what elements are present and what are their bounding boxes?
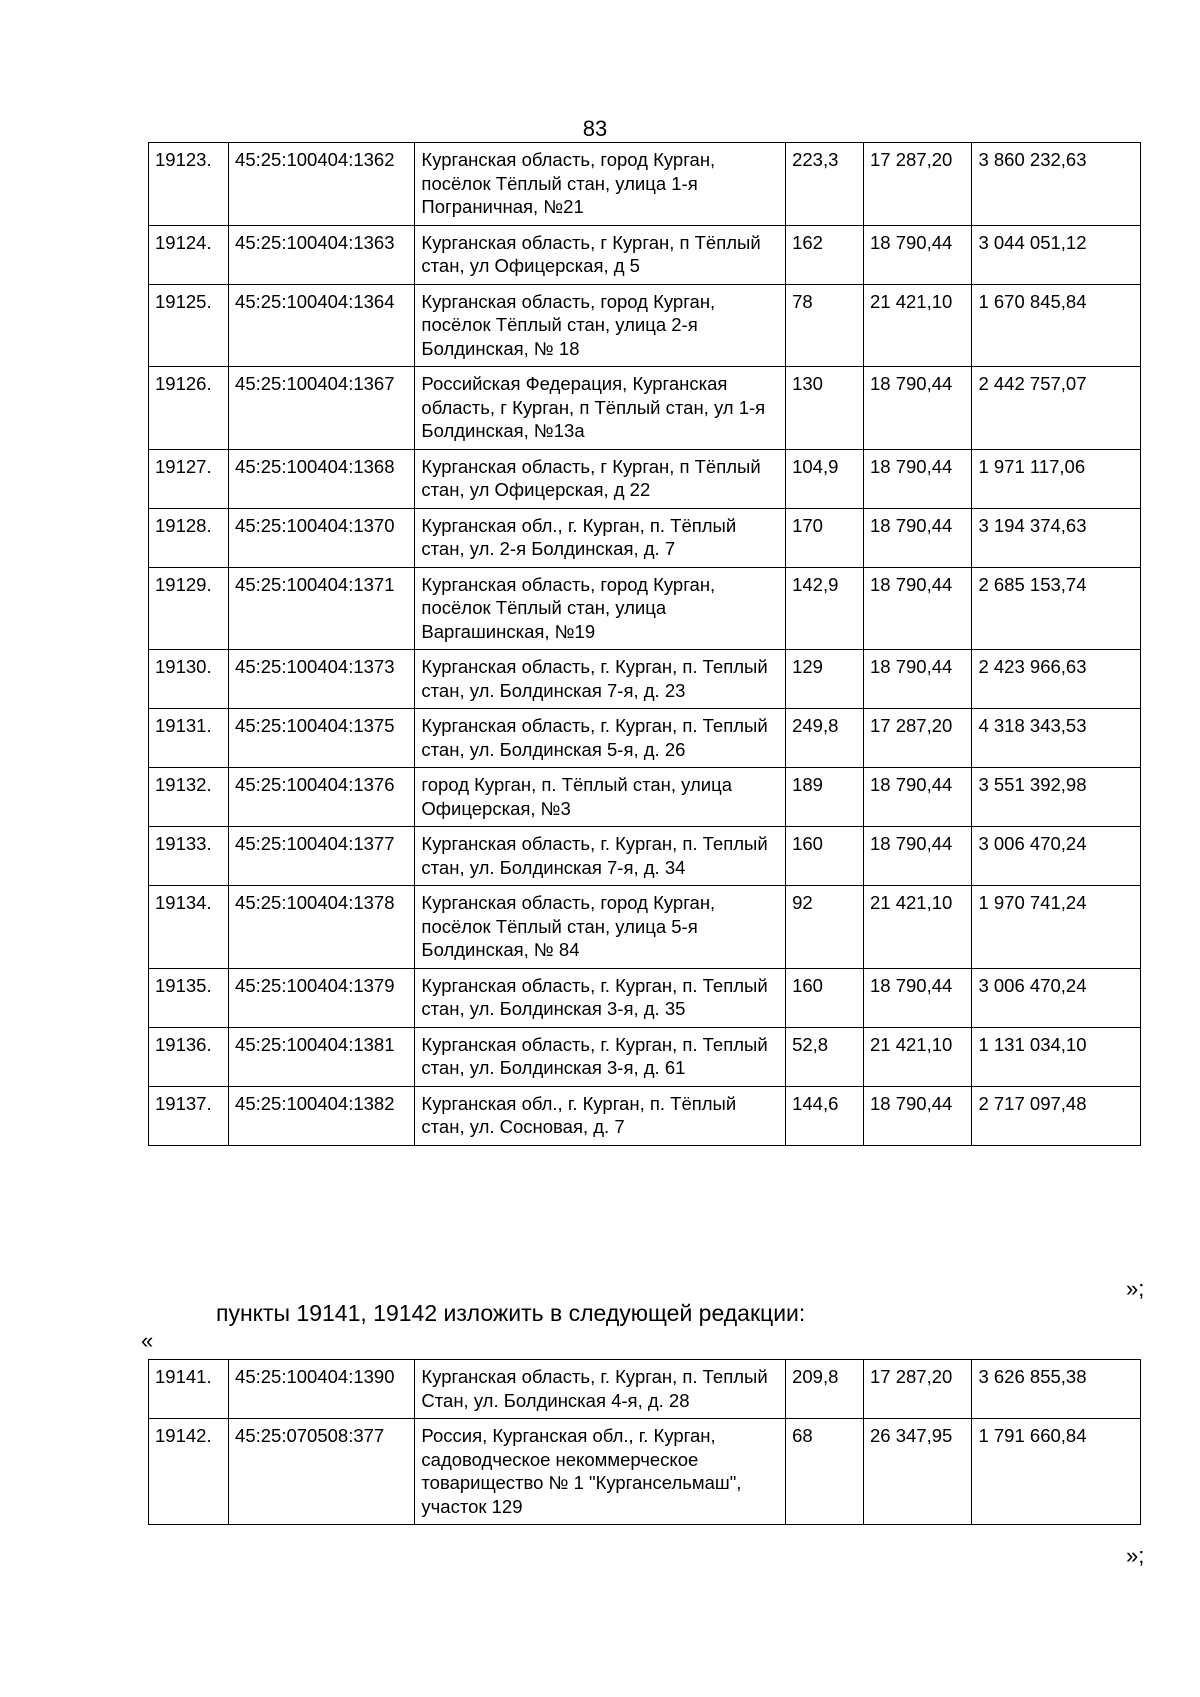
unit-value-cell: 21 421,10 xyxy=(864,284,972,367)
cadastral-number-cell: 45:25:100404:1371 xyxy=(229,567,415,650)
item-number-cell: 19135. xyxy=(149,968,229,1027)
item-number-cell: 19125. xyxy=(149,284,229,367)
cadastral-number-cell: 45:25:100404:1382 xyxy=(229,1086,415,1145)
area-cell: 160 xyxy=(786,827,864,886)
address-cell: Курганская область, г. Курган, п. Теплый Стан, ул. Болдинская 4-я, д. 28 xyxy=(415,1360,786,1419)
table-row xyxy=(149,508,1141,567)
item-number-cell: 19142. xyxy=(149,1419,229,1525)
area-cell: 104,9 xyxy=(786,449,864,508)
unit-value-cell: 21 421,10 xyxy=(864,1027,972,1086)
area-cell: 130 xyxy=(786,367,864,450)
item-number-cell: 19124. xyxy=(149,225,229,284)
property-table-2 xyxy=(148,1359,1141,1525)
unit-value-cell: 18 790,44 xyxy=(864,827,972,886)
address-cell: Курганская область, город Курган, посёлок Тёплый стан, улица 5-я Болдинская, № 84 xyxy=(415,886,786,969)
unit-value-cell: 18 790,44 xyxy=(864,968,972,1027)
table-row xyxy=(149,225,1141,284)
table-row xyxy=(149,968,1141,1027)
unit-value-cell: 18 790,44 xyxy=(864,367,972,450)
cadastral-number-cell: 45:25:100404:1375 xyxy=(229,709,415,768)
closing-quote: »; xyxy=(1126,1276,1145,1301)
opening-quote: « xyxy=(141,1328,154,1353)
cadastral-number-cell: 45:25:100404:1363 xyxy=(229,225,415,284)
table-row xyxy=(149,709,1141,768)
area-cell: 129 xyxy=(786,650,864,709)
cadastral-number-cell: 45:25:100404:1368 xyxy=(229,449,415,508)
address-cell: Курганская область, город Курган, посёлок Тёплый стан, улица 1-я Пограничная, №21 xyxy=(415,143,786,226)
cadastral-value-cell: 1 131 034,10 xyxy=(972,1027,1141,1086)
unit-value-cell: 18 790,44 xyxy=(864,650,972,709)
cadastral-number-cell: 45:25:100404:1370 xyxy=(229,508,415,567)
area-cell: 52,8 xyxy=(786,1027,864,1086)
cadastral-value-cell: 1 670 845,84 xyxy=(972,284,1141,367)
item-number-cell: 19123. xyxy=(149,143,229,226)
unit-value-cell: 18 790,44 xyxy=(864,1086,972,1145)
area-cell: 223,3 xyxy=(786,143,864,226)
address-cell: Курганская область, г. Курган, п. Теплый стан, ул. Болдинская 5-я, д. 26 xyxy=(415,709,786,768)
address-cell: Курганская область, г. Курган, п. Теплый стан, ул. Болдинская 3-я, д. 61 xyxy=(415,1027,786,1086)
item-number-cell: 19128. xyxy=(149,508,229,567)
cadastral-value-cell: 1 971 117,06 xyxy=(972,449,1141,508)
table-row xyxy=(149,827,1141,886)
area-cell: 249,8 xyxy=(786,709,864,768)
address-cell: Россия, Курганская обл., г. Курган, садоводческое некоммерческое товарищество № 1 "Кургансельмаш", участок 129 xyxy=(415,1419,786,1525)
cadastral-value-cell: 3 006 470,24 xyxy=(972,968,1141,1027)
item-number-cell: 19126. xyxy=(149,367,229,450)
cadastral-value-cell: 3 044 051,12 xyxy=(972,225,1141,284)
item-number-cell: 19127. xyxy=(149,449,229,508)
address-cell: Курганская обл., г. Курган, п. Тёплый стан, ул. 2-я Болдинская, д. 7 xyxy=(415,508,786,567)
table-row xyxy=(149,284,1141,367)
area-cell: 209,8 xyxy=(786,1360,864,1419)
item-number-cell: 19132. xyxy=(149,768,229,827)
cadastral-value-cell: 3 860 232,63 xyxy=(972,143,1141,226)
table-row xyxy=(149,449,1141,508)
area-cell: 144,6 xyxy=(786,1086,864,1145)
unit-value-cell: 18 790,44 xyxy=(864,768,972,827)
cadastral-number-cell: 45:25:100404:1390 xyxy=(229,1360,415,1419)
cadastral-number-cell: 45:25:100404:1364 xyxy=(229,284,415,367)
unit-value-cell: 18 790,44 xyxy=(864,225,972,284)
item-number-cell: 19141. xyxy=(149,1360,229,1419)
cadastral-value-cell: 1 791 660,84 xyxy=(972,1419,1141,1525)
cadastral-number-cell: 45:25:100404:1367 xyxy=(229,367,415,450)
cadastral-number-cell: 45:25:100404:1376 xyxy=(229,768,415,827)
table-row xyxy=(149,367,1141,450)
item-number-cell: 19131. xyxy=(149,709,229,768)
item-number-cell: 19133. xyxy=(149,827,229,886)
address-cell: Курганская обл., г. Курган, п. Тёплый стан, ул. Сосновая, д. 7 xyxy=(415,1086,786,1145)
address-cell: Курганская область, город Курган, посёлок Тёплый стан, улица 2-я Болдинская, № 18 xyxy=(415,284,786,367)
page-number: 83 xyxy=(582,116,608,141)
table-row xyxy=(149,650,1141,709)
unit-value-cell: 17 287,20 xyxy=(864,709,972,768)
item-number-cell: 19137. xyxy=(149,1086,229,1145)
area-cell: 92 xyxy=(786,886,864,969)
item-number-cell: 19130. xyxy=(149,650,229,709)
unit-value-cell: 26 347,95 xyxy=(864,1419,972,1525)
unit-value-cell: 18 790,44 xyxy=(864,449,972,508)
item-number-cell: 19134. xyxy=(149,886,229,969)
area-cell: 162 xyxy=(786,225,864,284)
item-number-cell: 19136. xyxy=(149,1027,229,1086)
cadastral-value-cell: 2 442 757,07 xyxy=(972,367,1141,450)
area-cell: 78 xyxy=(786,284,864,367)
address-cell: Курганская область, г Курган, п Тёплый стан, ул Офицерская, д 22 xyxy=(415,449,786,508)
area-cell: 160 xyxy=(786,968,864,1027)
cadastral-value-cell: 3 551 392,98 xyxy=(972,768,1141,827)
address-cell: город Курган, п. Тёплый стан, улица Офицерская, №3 xyxy=(415,768,786,827)
table-row xyxy=(149,567,1141,650)
cadastral-number-cell: 45:25:100404:1379 xyxy=(229,968,415,1027)
address-cell: Курганская область, г. Курган, п. Теплый стан, ул. Болдинская 3-я, д. 35 xyxy=(415,968,786,1027)
unit-value-cell: 17 287,20 xyxy=(864,1360,972,1419)
cadastral-number-cell: 45:25:100404:1378 xyxy=(229,886,415,969)
area-cell: 142,9 xyxy=(786,567,864,650)
address-cell: Курганская область, г Курган, п Тёплый стан, ул Офицерская, д 5 xyxy=(415,225,786,284)
address-cell: Курганская область, г. Курган, п. Теплый стан, ул. Болдинская 7-я, д. 34 xyxy=(415,827,786,886)
cadastral-number-cell: 45:25:100404:1381 xyxy=(229,1027,415,1086)
item-number-cell: 19129. xyxy=(149,567,229,650)
address-cell: Курганская область, г. Курган, п. Теплый стан, ул. Болдинская 7-я, д. 23 xyxy=(415,650,786,709)
cadastral-value-cell: 3 006 470,24 xyxy=(972,827,1141,886)
cadastral-value-cell: 4 318 343,53 xyxy=(972,709,1141,768)
cadastral-number-cell: 45:25:100404:1362 xyxy=(229,143,415,226)
property-table-1 xyxy=(148,142,1141,1146)
table-row xyxy=(149,886,1141,969)
cadastral-value-cell: 2 717 097,48 xyxy=(972,1086,1141,1145)
table-row xyxy=(149,1419,1141,1525)
cadastral-number-cell: 45:25:100404:1373 xyxy=(229,650,415,709)
address-cell: Российская Федерация, Курганская область, г Курган, п Тёплый стан, ул 1-я Болдинская, №13а xyxy=(415,367,786,450)
table-row xyxy=(149,1027,1141,1086)
cadastral-value-cell: 2 423 966,63 xyxy=(972,650,1141,709)
table-row xyxy=(149,768,1141,827)
table-row xyxy=(149,1086,1141,1145)
cadastral-value-cell: 1 970 741,24 xyxy=(972,886,1141,969)
table-row xyxy=(149,143,1141,226)
area-cell: 189 xyxy=(786,768,864,827)
cadastral-value-cell: 3 194 374,63 xyxy=(972,508,1141,567)
cadastral-number-cell: 45:25:100404:1377 xyxy=(229,827,415,886)
area-cell: 170 xyxy=(786,508,864,567)
unit-value-cell: 21 421,10 xyxy=(864,886,972,969)
unit-value-cell: 17 287,20 xyxy=(864,143,972,226)
instruction-text: пункты 19141, 19142 изложить в следующей редакции: xyxy=(216,1300,806,1326)
closing-quote: »; xyxy=(1126,1543,1145,1568)
cadastral-number-cell: 45:25:070508:377 xyxy=(229,1419,415,1525)
cadastral-value-cell: 3 626 855,38 xyxy=(972,1360,1141,1419)
unit-value-cell: 18 790,44 xyxy=(864,567,972,650)
table-row xyxy=(149,1360,1141,1419)
cadastral-value-cell: 2 685 153,74 xyxy=(972,567,1141,650)
unit-value-cell: 18 790,44 xyxy=(864,508,972,567)
address-cell: Курганская область, город Курган, посёлок Тёплый стан, улица Варгашинская, №19 xyxy=(415,567,786,650)
area-cell: 68 xyxy=(786,1419,864,1525)
